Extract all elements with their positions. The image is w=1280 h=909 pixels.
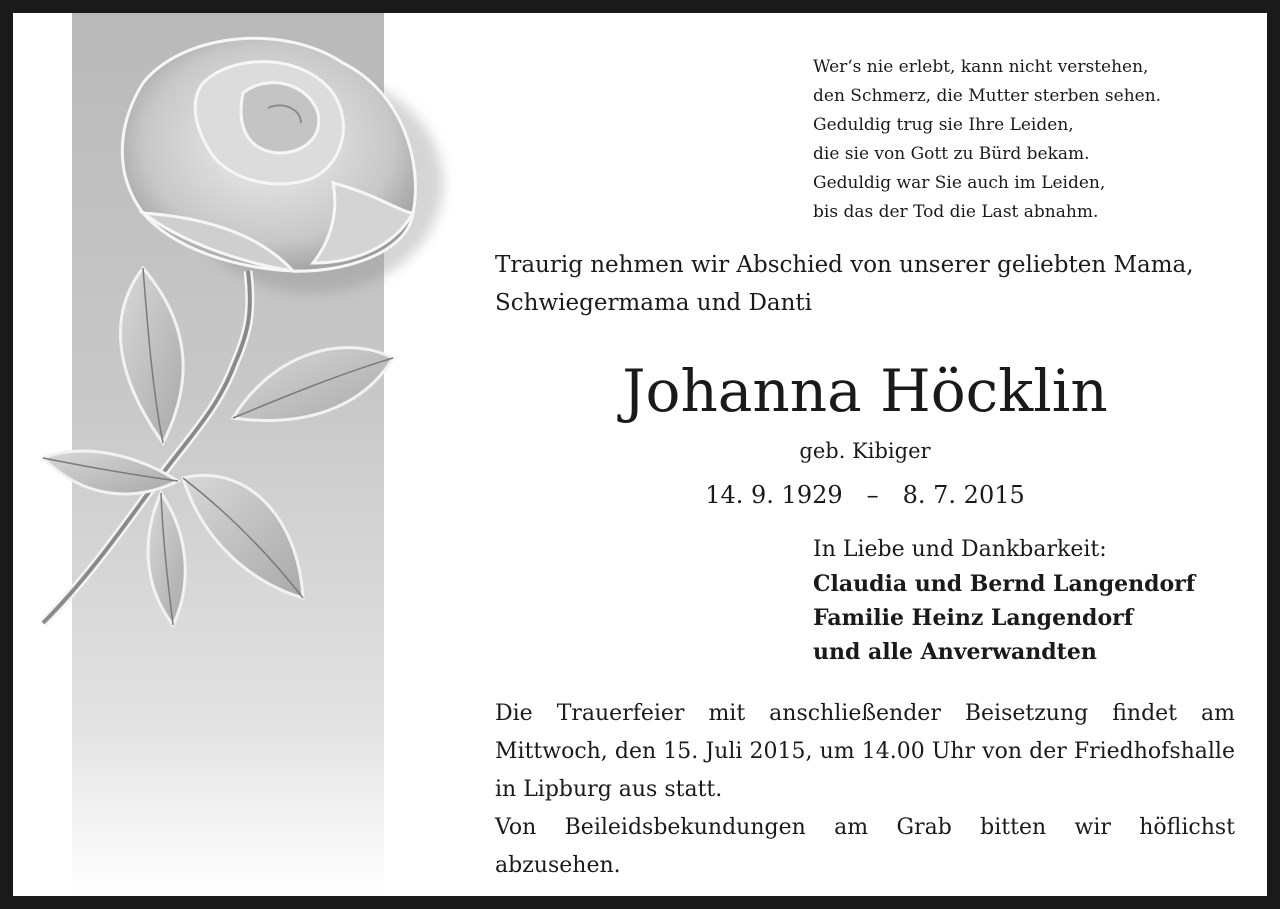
rose-icon bbox=[13, 13, 473, 896]
mourners-block bbox=[813, 533, 1243, 669]
poem-line: Geduldig trug sie Ihre Leiden, bbox=[813, 115, 1074, 135]
memorial-poem bbox=[813, 53, 1233, 227]
poem-line: den Schmerz, die Mutter sterben sehen. bbox=[813, 86, 1162, 106]
poem-line: die sie von Gott zu Bürd bekam. bbox=[813, 144, 1090, 164]
poem-line: Wer‘s nie erlebt, kann nicht verstehen, bbox=[813, 57, 1149, 77]
life-dates bbox=[495, 475, 1235, 515]
deceased-name: Johanna Höcklin bbox=[622, 357, 1108, 425]
mourner-name: und alle Anverwandten bbox=[813, 639, 1097, 665]
service-paragraph: Die Trauerfeier mit anschließender Beisetzung findet am Mittwoch, den 15. Juli 2015, um 14.00 Uhr von der Friedhofshalle in Lipburg aus statt. bbox=[495, 701, 1235, 802]
poem-line: Geduldig war Sie auch im Leiden, bbox=[813, 173, 1106, 193]
service-info bbox=[495, 695, 1235, 885]
poem-line: bis das der Tod die Last abnahm. bbox=[813, 202, 1099, 222]
birth-name: geb. Kibiger bbox=[799, 439, 931, 463]
intro-line: Schwiegermama und Danti bbox=[495, 290, 813, 316]
mourner-name: Familie Heinz Langendorf bbox=[813, 605, 1134, 631]
intro-line: Traurig nehmen wir Abschied von unserer geliebten Mama, bbox=[495, 252, 1194, 278]
thanks-heading: In Liebe und Dankbarkeit: bbox=[813, 537, 1107, 562]
mourner-name: Claudia und Bernd Langendorf bbox=[813, 571, 1196, 597]
intro-text bbox=[495, 246, 1235, 322]
birth-date: 14. 9. 1929 bbox=[705, 481, 843, 509]
death-date: 8. 7. 2015 bbox=[902, 481, 1025, 509]
condolence-note: Von Beileidsbekundungen am Grab bitten wir höflichst abzusehen. bbox=[495, 815, 1235, 878]
date-separator: – bbox=[866, 481, 879, 509]
